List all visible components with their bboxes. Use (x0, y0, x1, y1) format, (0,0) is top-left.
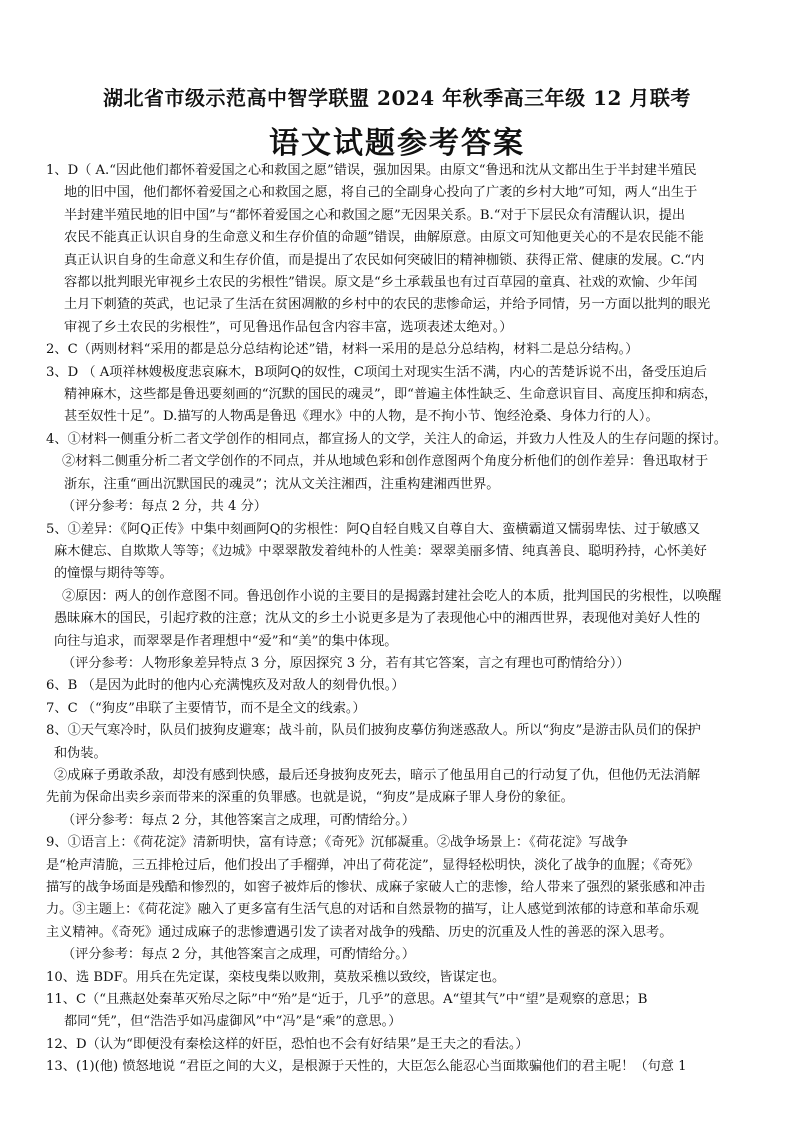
answer-line: 愚昧麻木的国民，引起疗救的注意；沈从文的乡土小说更多是为了表现他心中的湘西世界，表现他对美好人性的 (54, 611, 701, 627)
answer-line: 12、D（认为“即便没有秦桧这样的奸臣，恐怕也不会有好结果”是王夫之的看法。） (46, 1036, 529, 1052)
answer-line: 甚至奴性十足”。D.描写的人物禹是鲁迅《理水》中的人物，是不拘小节、饱经沧桑、身体力行的人）。 (64, 409, 659, 425)
answer-line: 真正认识自身的生命意义和生存价值，而是提出了农民如何突破旧的精神枷锁、获得正常、健康的发展。C.“内 (64, 252, 705, 268)
answer-line: 10、选 BDF。用兵在先定谋，栾枝曳柴以败荆，莫敖采樵以致绞，皆谋定也。 (46, 969, 506, 985)
exam-title: 湖北省市级示范高中智学联盟 2024 年秋季高三年级 12 月联考 (103, 86, 691, 110)
answer-line: （评分参考：人物形象差异特点 3 分，原因探究 3 分，若有其它答案，言之有理也可酌情给分）） (62, 655, 630, 671)
answer-line: 11、C（“且燕赵处秦革灭殆尽之际”中“殆”是“近于，几乎”的意思。A“望其气”中“望”是观察的意思；B (46, 992, 648, 1008)
answer-line: 地的旧中国，他们都怀着爱国之心和救国之愿，将自己的全副身心投向了广袤的乡村大地”可知，两人“出生于 (64, 185, 698, 201)
answer-line: 精神麻木，这些都是鲁迅要刻画的“沉默的国民的魂灵”，即“普遍主体性缺乏、生命意识盲目、高度压抑和病态， (64, 387, 718, 403)
answer-line: 描写的战争场面是残酷和惨烈的，如窖子被炸后的惨状、成麻子家破人亡的悲惨，给人带来了强烈的紧张感和冲击 (46, 880, 706, 895)
answer-line: ②成麻子勇敢杀敌，却没有感到快感，最后还身披狗皮死去，暗示了他虽用自己的行动复了仇，但他仍无法消解 (54, 767, 701, 783)
answer-line: （评分参考：每点 2 分，共 4 分） (62, 499, 267, 515)
answer-line: ②原因：两人的创作意图不同。鲁迅创作小说的主要目的是揭露封建社会吃人的本质，批判国民的劣根性，以唤醒 (62, 588, 722, 604)
answer-line: 2、C（两则材料“采用的都是总分总结构论述”错，材料一采用的是总分总结构，材料二是总分结构。） (46, 342, 639, 358)
answer-line: （评分参考：每点 2 分，其他答案言之成理，可酌情给分。） (62, 947, 416, 963)
answer-line: 1、D（ A.“因此他们都怀着爱国之心和救国之愿”错误，强加因果。由原文“鲁迅和沈从文都出生于半封建半殖民 (46, 163, 697, 178)
answer-line: 向往与追求，而翠翠是作者理想中“爱”和“美”的集中体现。 (54, 633, 398, 649)
answer-line: 9、①语言上：《荷花淀》清新明快，富有诗意；《奇死》沉郁凝重。②战争场景上：《荷花淀》写战争 (46, 835, 629, 851)
answer-key-title: 语文试题参考答案 (269, 126, 525, 161)
answer-line: 和伪装。 (54, 745, 107, 761)
answer-line: 土月下刺猹的英武，也记录了生活在贫困凋敝的乡村中的农民的悲惨命运，并给予同情，另一方面以批判的眼光 (64, 297, 711, 313)
answer-line: 13、(1)(他) 愤怒地说 “君臣之间的大义，是根源于天性的，大臣怎么能忍心当面欺骗他们的君主呢！（句意 1 (46, 1059, 687, 1075)
answer-body (46, 160, 754, 1079)
answer-line: 都同“凭”，但“浩浩乎如冯虚御风”中“冯”是“乘”的意思。） (64, 1014, 402, 1030)
answer-line: 5、①差异：《阿Q正传》中集中刻画阿Q的劣根性：阿Q自轻自贱又自尊自大、蛮横霸道又懦弱卑怯、过于敏感又 (46, 521, 701, 537)
answer-line: 6、B （是因为此时的他内心充满愧疚及对敌人的刻骨仇恨。） (46, 678, 405, 694)
answer-line: 3、D （ A项祥林嫂极度悲哀麻木，B项阿Q的奴性，C项闰土对现实生活不满，内心的苦楚诉说不出，备受压迫后 (46, 364, 707, 380)
answer-line: 4、①材料一侧重分析二者文学创作的相同点，都宣扬人的文学，关注人的命运，并致力人性及人的生存问题的探讨。 (46, 431, 727, 447)
answer-line: ②材料二侧重分析二者文学创作的不同点，并从地域色彩和创作意图两个角度分析他们的创作差异：鲁迅取材于 (62, 454, 709, 470)
answer-line: 半封建半殖民地的旧中国”与“都怀着爱国之心和救国之愿”无因果关系。B.“对于下层民众有清醒认识，提出 (64, 207, 686, 223)
answer-line: 容都以批判眼光审视乡土农民的劣根性”错误。原文是“乡土承载虽也有过百草园的童真、社戏的欢愉、少年闰 (64, 275, 698, 291)
answer-line: 8、①天气寒冷时，队员们披狗皮避寒；战斗前，队员们披狗皮摹仿狗迷惑敌人。所以“狗皮”是游击队员们的保护 (46, 723, 701, 739)
answer-line: 农民不能真正认识自身的生命意义和生存价值的命题”错误，曲解原意。由原文可知他更关心的不是农民能不能 (64, 230, 704, 246)
answer-line: 审视了乡土农民的劣根性”，可见鲁迅作品包含内容丰富，选项表述太绝对。） (64, 319, 513, 335)
answer-line: 7、C （“狗皮”串联了主要情节，而不是全文的线索。） (46, 700, 366, 716)
answer-line: 力。③主题上：《荷花淀》融入了更多富有生活气息的对话和自然景物的描写，让人感觉到浓郁的诗意和革命乐观 (46, 902, 699, 918)
answer-line: 的憧憬与期待等等。 (54, 566, 173, 582)
answer-line: 麻木健忘、自欺欺人等等；《边城》中翠翠散发着纯朴的人性美：翠翠美丽多情、纯真善良、聪明矜持，心怀美好 (54, 543, 707, 559)
answer-line: （评分参考：每点 2 分，其他答案言之成理，可酌情给分。） (62, 812, 416, 828)
answer-line: 主义精神。《奇死》通过成麻子的悲惨遭遇引发了读者对战争的残酷、历史的沉重及人性的善恶的深入思考。 (46, 924, 673, 940)
answer-line: 浙东，注重“画出沉默国民的魂灵”；沈从文关注湘西，注重构建湘西世界。 (64, 476, 500, 492)
answer-line: 是“枪声清脆，三五排枪过后，他们投出了手榴弹，冲出了荷花淀”，显得轻松明快，淡化了战争的血腥；《奇死》 (46, 857, 700, 873)
answer-line: 先前为保命出卖乡亲而带来的深重的负罪感。也就是说，“狗皮”是成麻子罪人身份的象征。 (46, 790, 574, 806)
